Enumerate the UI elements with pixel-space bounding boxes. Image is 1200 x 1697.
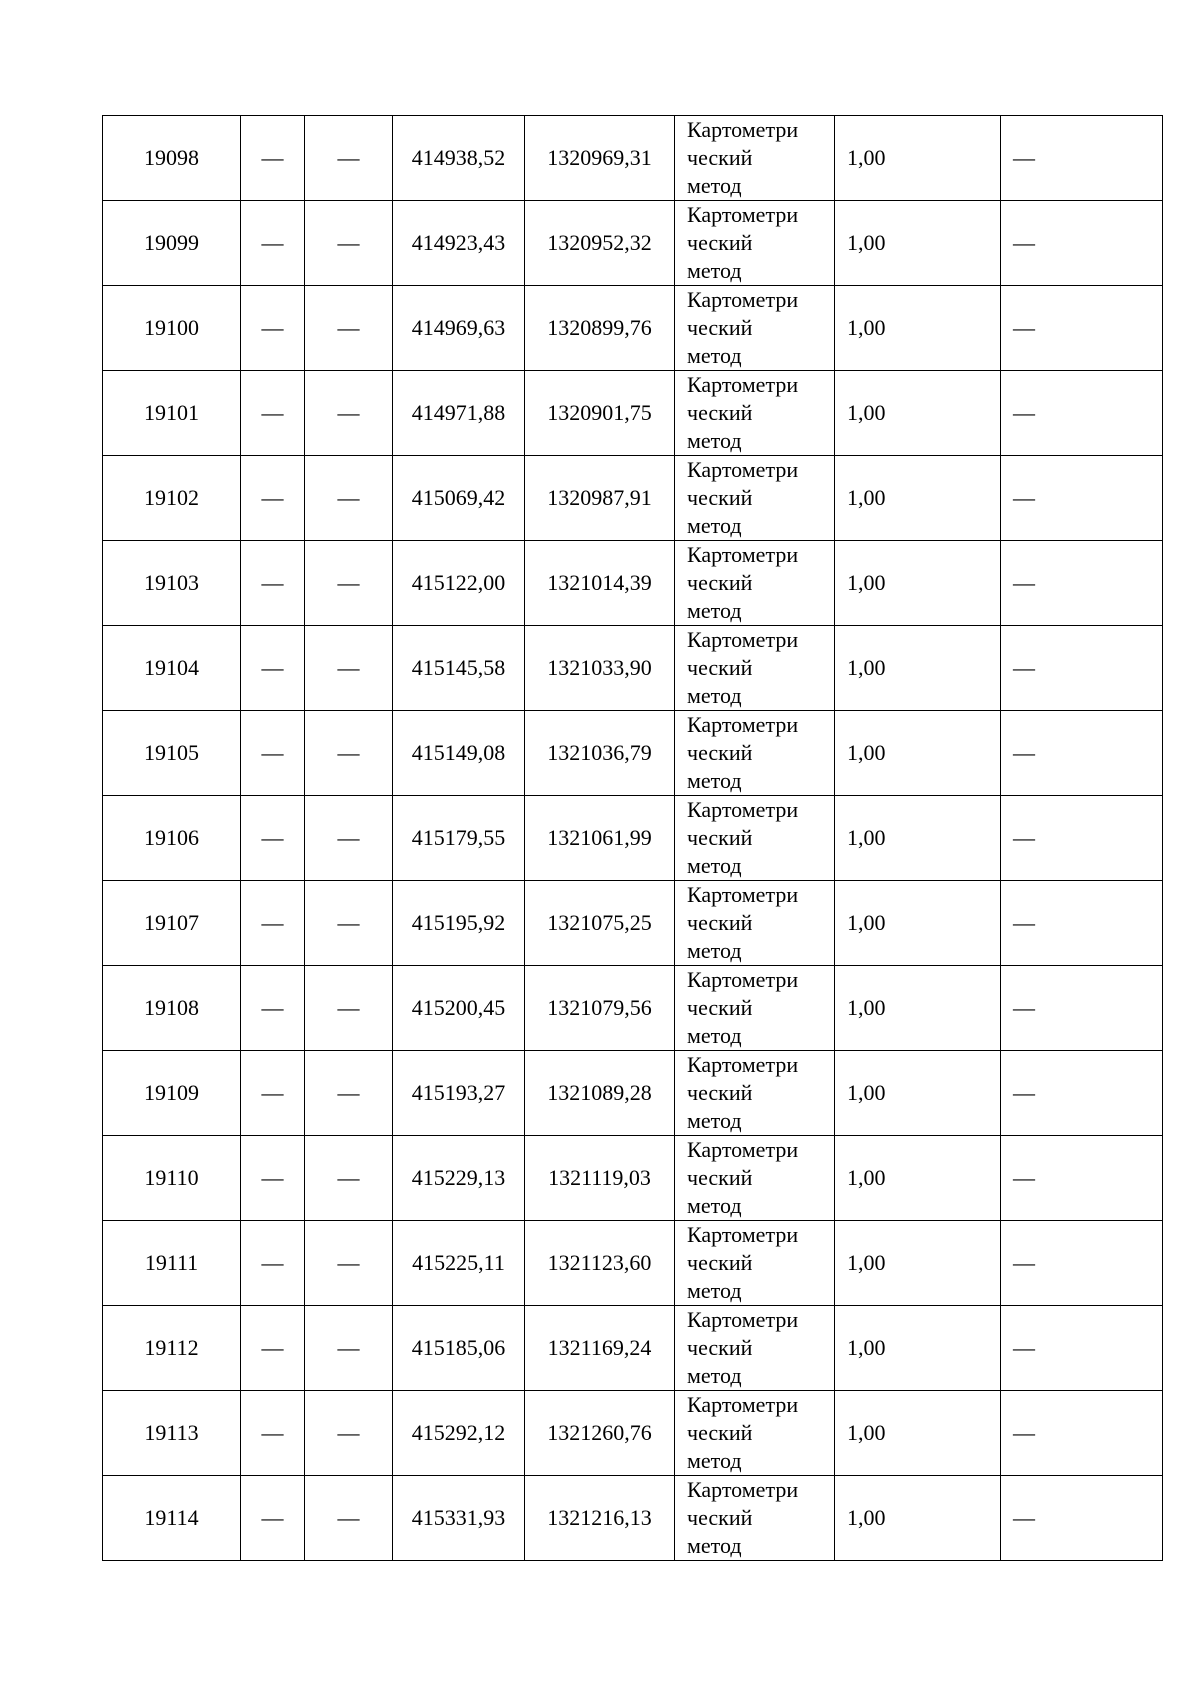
y-coordinate-cell (525, 1391, 675, 1476)
point-number-cell (103, 1306, 241, 1391)
method-cell (675, 541, 835, 626)
accuracy-cell (835, 966, 1001, 1051)
method-cell (675, 1476, 835, 1561)
point-number-cell (103, 201, 241, 286)
y-coordinate-cell (525, 1306, 675, 1391)
accuracy-cell (835, 796, 1001, 881)
y-coordinate-cell-text: 1321123,60 (547, 1250, 652, 1275)
point-number-cell (103, 1051, 241, 1136)
accuracy-cell-text: 1,00 (847, 145, 886, 170)
accuracy-cell (835, 1306, 1001, 1391)
table-body (103, 116, 1163, 1561)
accuracy-cell-text: 1,00 (847, 1335, 886, 1360)
y-coordinate-cell-text: 1321119,03 (548, 1165, 651, 1190)
dash-cell (1001, 626, 1163, 711)
dash-cell (305, 201, 393, 286)
dash-cell-text: — (1013, 655, 1035, 680)
dash-cell-text: — (1013, 230, 1035, 255)
dash-cell-text: — (1013, 910, 1035, 935)
accuracy-cell (835, 881, 1001, 966)
dash-cell (1001, 1476, 1163, 1561)
table-row (103, 1391, 1163, 1476)
x-coordinate-cell-text: 414971,88 (411, 400, 506, 425)
method-cell (675, 1221, 835, 1306)
y-coordinate-cell-text: 1321061,99 (547, 825, 652, 850)
dash-cell (305, 1306, 393, 1391)
dash-cell (1001, 1136, 1163, 1221)
dash-cell (1001, 541, 1163, 626)
dash-cell (305, 116, 393, 201)
dash-cell (241, 1051, 305, 1136)
dash-cell-text: — (1013, 740, 1035, 765)
point-number-cell (103, 116, 241, 201)
method-cell (675, 796, 835, 881)
accuracy-cell (835, 116, 1001, 201)
x-coordinate-cell (393, 796, 525, 881)
accuracy-cell-text: 1,00 (847, 485, 886, 510)
y-coordinate-cell-text: 1320899,76 (547, 315, 652, 340)
point-number-cell-text: 19111 (144, 1250, 199, 1275)
dash-cell (305, 541, 393, 626)
dash-cell (241, 1391, 305, 1476)
y-coordinate-cell (525, 881, 675, 966)
point-number-cell (103, 1136, 241, 1221)
table-row (103, 371, 1163, 456)
dash-cell (1001, 966, 1163, 1051)
accuracy-cell-text: 1,00 (847, 1420, 886, 1445)
accuracy-cell-text: 1,00 (847, 910, 886, 935)
x-coordinate-cell (393, 881, 525, 966)
y-coordinate-cell (525, 456, 675, 541)
point-number-cell (103, 966, 241, 1051)
table-row (103, 1051, 1163, 1136)
accuracy-cell (835, 371, 1001, 456)
dash-cell-text: — (261, 825, 284, 850)
method-cell-text: Картометри ческий метод (687, 627, 799, 708)
dash-cell (241, 881, 305, 966)
y-coordinate-cell (525, 371, 675, 456)
y-coordinate-cell-text: 1321075,25 (547, 910, 652, 935)
method-cell-text: Картометри ческий метод (687, 202, 799, 283)
method-cell-text: Картометри ческий метод (687, 882, 799, 963)
point-number-cell (103, 1221, 241, 1306)
dash-cell (305, 1221, 393, 1306)
method-cell (675, 881, 835, 966)
y-coordinate-cell-text: 1320901,75 (547, 400, 652, 425)
dash-cell-text: — (337, 825, 360, 850)
y-coordinate-cell-text: 1321089,28 (547, 1080, 652, 1105)
accuracy-cell (835, 1136, 1001, 1221)
dash-cell (305, 1051, 393, 1136)
dash-cell (305, 456, 393, 541)
accuracy-cell-text: 1,00 (847, 230, 886, 255)
table-row (103, 881, 1163, 966)
y-coordinate-cell-text: 1321260,76 (547, 1420, 652, 1445)
dash-cell-text: — (337, 1420, 360, 1445)
x-coordinate-cell-text: 415069,42 (411, 485, 506, 510)
method-cell (675, 116, 835, 201)
method-cell-text: Картометри ческий метод (687, 797, 799, 878)
dash-cell (1001, 286, 1163, 371)
accuracy-cell (835, 626, 1001, 711)
dash-cell (241, 1476, 305, 1561)
accuracy-cell (835, 1391, 1001, 1476)
method-cell-text: Картометри ческий метод (687, 1052, 799, 1133)
x-coordinate-cell (393, 541, 525, 626)
x-coordinate-cell (393, 1391, 525, 1476)
x-coordinate-cell-text: 415149,08 (411, 740, 506, 765)
accuracy-cell (835, 201, 1001, 286)
method-cell-text: Картометри ческий метод (687, 1137, 799, 1218)
point-number-cell-text: 19112 (144, 1335, 199, 1360)
dash-cell-text: — (337, 655, 360, 680)
point-number-cell-text: 19101 (144, 400, 199, 425)
x-coordinate-cell-text: 415185,06 (411, 1335, 506, 1360)
table-row (103, 286, 1163, 371)
point-number-cell-text: 19098 (144, 145, 199, 170)
y-coordinate-cell-text: 1321014,39 (547, 570, 652, 595)
method-cell (675, 626, 835, 711)
method-cell (675, 286, 835, 371)
point-number-cell-text: 19107 (144, 910, 199, 935)
method-cell (675, 1391, 835, 1476)
point-number-cell-text: 19104 (144, 655, 199, 680)
dash-cell (1001, 1391, 1163, 1476)
method-cell (675, 371, 835, 456)
dash-cell-text: — (261, 740, 284, 765)
accuracy-cell-text: 1,00 (847, 1505, 886, 1530)
dash-cell (305, 1391, 393, 1476)
dash-cell-text: — (261, 655, 284, 680)
y-coordinate-cell (525, 541, 675, 626)
dash-cell-text: — (261, 1165, 284, 1190)
dash-cell (1001, 116, 1163, 201)
x-coordinate-cell (393, 286, 525, 371)
dash-cell-text: — (261, 995, 284, 1020)
dash-cell (305, 966, 393, 1051)
dash-cell (1001, 1221, 1163, 1306)
point-number-cell (103, 796, 241, 881)
dash-cell-text: — (337, 400, 360, 425)
method-cell-text: Картометри ческий метод (687, 712, 799, 793)
x-coordinate-cell (393, 711, 525, 796)
method-cell-text: Картометри ческий метод (687, 1222, 799, 1303)
dash-cell (1001, 711, 1163, 796)
table-row (103, 201, 1163, 286)
accuracy-cell (835, 1476, 1001, 1561)
y-coordinate-cell (525, 116, 675, 201)
method-cell (675, 1136, 835, 1221)
x-coordinate-cell-text: 414969,63 (411, 315, 506, 340)
x-coordinate-cell (393, 1476, 525, 1561)
dash-cell-text: — (337, 1080, 360, 1105)
x-coordinate-cell-text: 415331,93 (411, 1505, 506, 1530)
y-coordinate-cell-text: 1320969,31 (547, 145, 652, 170)
method-cell-text: Картометри ческий метод (687, 117, 799, 198)
coordinates-table (102, 115, 1163, 1561)
dash-cell-text: — (337, 995, 360, 1020)
dash-cell-text: — (261, 1420, 284, 1445)
dash-cell (1001, 796, 1163, 881)
accuracy-cell-text: 1,00 (847, 825, 886, 850)
y-coordinate-cell (525, 711, 675, 796)
x-coordinate-cell-text: 415145,58 (411, 655, 506, 680)
accuracy-cell-text: 1,00 (847, 1250, 886, 1275)
dash-cell (305, 1136, 393, 1221)
dash-cell (305, 1476, 393, 1561)
dash-cell (241, 796, 305, 881)
y-coordinate-cell-text: 1321033,90 (547, 655, 652, 680)
dash-cell-text: — (261, 315, 284, 340)
table-row (103, 626, 1163, 711)
method-cell (675, 1051, 835, 1136)
y-coordinate-cell (525, 966, 675, 1051)
x-coordinate-cell-text: 415122,00 (411, 570, 506, 595)
y-coordinate-cell (525, 796, 675, 881)
y-coordinate-cell (525, 1476, 675, 1561)
y-coordinate-cell-text: 1321079,56 (547, 995, 652, 1020)
dash-cell-text: — (1013, 1505, 1035, 1530)
x-coordinate-cell (393, 1221, 525, 1306)
dash-cell (241, 371, 305, 456)
point-number-cell (103, 286, 241, 371)
table-row (103, 541, 1163, 626)
x-coordinate-cell-text: 415229,13 (411, 1165, 506, 1190)
point-number-cell (103, 1476, 241, 1561)
y-coordinate-cell (525, 286, 675, 371)
dash-cell (241, 456, 305, 541)
point-number-cell (103, 541, 241, 626)
accuracy-cell-text: 1,00 (847, 655, 886, 680)
y-coordinate-cell (525, 1136, 675, 1221)
dash-cell (1001, 201, 1163, 286)
dash-cell (1001, 371, 1163, 456)
point-number-cell-text: 19106 (144, 825, 199, 850)
dash-cell (241, 966, 305, 1051)
method-cell-text: Картометри ческий метод (687, 1477, 799, 1558)
point-number-cell-text: 19099 (144, 230, 199, 255)
dash-cell-text: — (261, 400, 284, 425)
x-coordinate-cell (393, 1051, 525, 1136)
x-coordinate-cell-text: 415225,11 (412, 1250, 505, 1275)
y-coordinate-cell-text: 1320952,32 (547, 230, 652, 255)
dash-cell (241, 1221, 305, 1306)
dash-cell-text: — (1013, 825, 1035, 850)
accuracy-cell-text: 1,00 (847, 1165, 886, 1190)
dash-cell (305, 881, 393, 966)
method-cell-text: Картометри ческий метод (687, 1307, 799, 1388)
y-coordinate-cell-text: 1321169,24 (547, 1335, 652, 1360)
accuracy-cell (835, 286, 1001, 371)
dash-cell-text: — (337, 1250, 360, 1275)
dash-cell (305, 626, 393, 711)
dash-cell-text: — (337, 230, 360, 255)
x-coordinate-cell (393, 966, 525, 1051)
dash-cell (241, 1136, 305, 1221)
y-coordinate-cell (525, 201, 675, 286)
dash-cell-text: — (1013, 570, 1035, 595)
dash-cell-text: — (337, 570, 360, 595)
dash-cell-text: — (1013, 315, 1035, 340)
x-coordinate-cell (393, 1136, 525, 1221)
dash-cell (241, 116, 305, 201)
accuracy-cell (835, 1051, 1001, 1136)
dash-cell-text: — (1013, 485, 1035, 510)
dash-cell-text: — (261, 1335, 284, 1360)
y-coordinate-cell-text: 1321036,79 (547, 740, 652, 765)
method-cell-text: Картометри ческий метод (687, 287, 799, 368)
method-cell (675, 1306, 835, 1391)
point-number-cell (103, 371, 241, 456)
method-cell (675, 966, 835, 1051)
table-row (103, 1136, 1163, 1221)
x-coordinate-cell-text: 415200,45 (411, 995, 506, 1020)
x-coordinate-cell (393, 1306, 525, 1391)
dash-cell-text: — (337, 910, 360, 935)
dash-cell-text: — (261, 910, 284, 935)
accuracy-cell (835, 541, 1001, 626)
point-number-cell-text: 19109 (144, 1080, 199, 1105)
table-row (103, 1306, 1163, 1391)
dash-cell-text: — (337, 1335, 360, 1360)
dash-cell (241, 541, 305, 626)
table-row (103, 456, 1163, 541)
dash-cell (305, 371, 393, 456)
x-coordinate-cell-text: 415195,92 (411, 910, 506, 935)
dash-cell (241, 1306, 305, 1391)
dash-cell (1001, 881, 1163, 966)
accuracy-cell (835, 456, 1001, 541)
accuracy-cell-text: 1,00 (847, 570, 886, 595)
accuracy-cell-text: 1,00 (847, 315, 886, 340)
dash-cell-text: — (1013, 1250, 1035, 1275)
dash-cell (241, 286, 305, 371)
dash-cell-text: — (261, 230, 284, 255)
dash-cell-text: — (261, 1250, 284, 1275)
method-cell-text: Картометри ческий метод (687, 542, 799, 623)
table-row (103, 116, 1163, 201)
y-coordinate-cell-text: 1321216,13 (547, 1505, 652, 1530)
dash-cell (241, 711, 305, 796)
dash-cell-text: — (1013, 995, 1035, 1020)
method-cell (675, 456, 835, 541)
point-number-cell-text: 19103 (144, 570, 199, 595)
x-coordinate-cell-text: 415193,27 (411, 1080, 506, 1105)
dash-cell-text: — (1013, 1420, 1035, 1445)
point-number-cell (103, 626, 241, 711)
method-cell-text: Картометри ческий метод (687, 457, 799, 538)
dash-cell (1001, 1051, 1163, 1136)
dash-cell-text: — (1013, 400, 1035, 425)
y-coordinate-cell (525, 626, 675, 711)
dash-cell-text: — (1013, 1165, 1035, 1190)
point-number-cell-text: 19102 (144, 485, 199, 510)
dash-cell-text: — (337, 1165, 360, 1190)
dash-cell (305, 796, 393, 881)
dash-cell (241, 201, 305, 286)
table-row (103, 796, 1163, 881)
accuracy-cell-text: 1,00 (847, 400, 886, 425)
point-number-cell (103, 881, 241, 966)
dash-cell-text: — (337, 740, 360, 765)
point-number-cell-text: 19114 (144, 1505, 199, 1530)
dash-cell-text: — (1013, 1080, 1035, 1105)
point-number-cell-text: 19113 (144, 1420, 199, 1445)
dash-cell (305, 286, 393, 371)
dash-cell-text: — (261, 145, 284, 170)
dash-cell (1001, 456, 1163, 541)
point-number-cell-text: 19100 (144, 315, 199, 340)
point-number-cell-text: 19108 (144, 995, 199, 1020)
x-coordinate-cell (393, 456, 525, 541)
method-cell (675, 201, 835, 286)
x-coordinate-cell (393, 201, 525, 286)
accuracy-cell-text: 1,00 (847, 995, 886, 1020)
x-coordinate-cell-text: 415179,55 (411, 825, 506, 850)
table-row (103, 966, 1163, 1051)
dash-cell-text: — (1013, 1335, 1035, 1360)
dash-cell-text: — (337, 1505, 360, 1530)
table-row (103, 711, 1163, 796)
method-cell-text: Картометри ческий метод (687, 372, 799, 453)
method-cell (675, 711, 835, 796)
x-coordinate-cell (393, 626, 525, 711)
x-coordinate-cell (393, 116, 525, 201)
accuracy-cell-text: 1,00 (847, 740, 886, 765)
dash-cell-text: — (337, 145, 360, 170)
dash-cell-text: — (337, 315, 360, 340)
dash-cell (1001, 1306, 1163, 1391)
dash-cell-text: — (261, 1505, 284, 1530)
y-coordinate-cell-text: 1320987,91 (547, 485, 652, 510)
x-coordinate-cell-text: 414938,52 (411, 145, 506, 170)
dash-cell-text: — (337, 485, 360, 510)
table-row (103, 1221, 1163, 1306)
point-number-cell (103, 456, 241, 541)
point-number-cell (103, 711, 241, 796)
x-coordinate-cell-text: 415292,12 (411, 1420, 506, 1445)
dash-cell (305, 711, 393, 796)
dash-cell-text: — (261, 1080, 284, 1105)
accuracy-cell-text: 1,00 (847, 1080, 886, 1105)
table-row (103, 1476, 1163, 1561)
dash-cell (241, 626, 305, 711)
dash-cell-text: — (261, 570, 284, 595)
dash-cell-text: — (1013, 145, 1035, 170)
method-cell-text: Картометри ческий метод (687, 1392, 799, 1473)
point-number-cell (103, 1391, 241, 1476)
y-coordinate-cell (525, 1221, 675, 1306)
method-cell-text: Картометри ческий метод (687, 967, 799, 1048)
y-coordinate-cell (525, 1051, 675, 1136)
x-coordinate-cell (393, 371, 525, 456)
dash-cell-text: — (261, 485, 284, 510)
accuracy-cell (835, 711, 1001, 796)
accuracy-cell (835, 1221, 1001, 1306)
point-number-cell-text: 19110 (144, 1165, 199, 1190)
point-number-cell-text: 19105 (144, 740, 199, 765)
x-coordinate-cell-text: 414923,43 (411, 230, 506, 255)
